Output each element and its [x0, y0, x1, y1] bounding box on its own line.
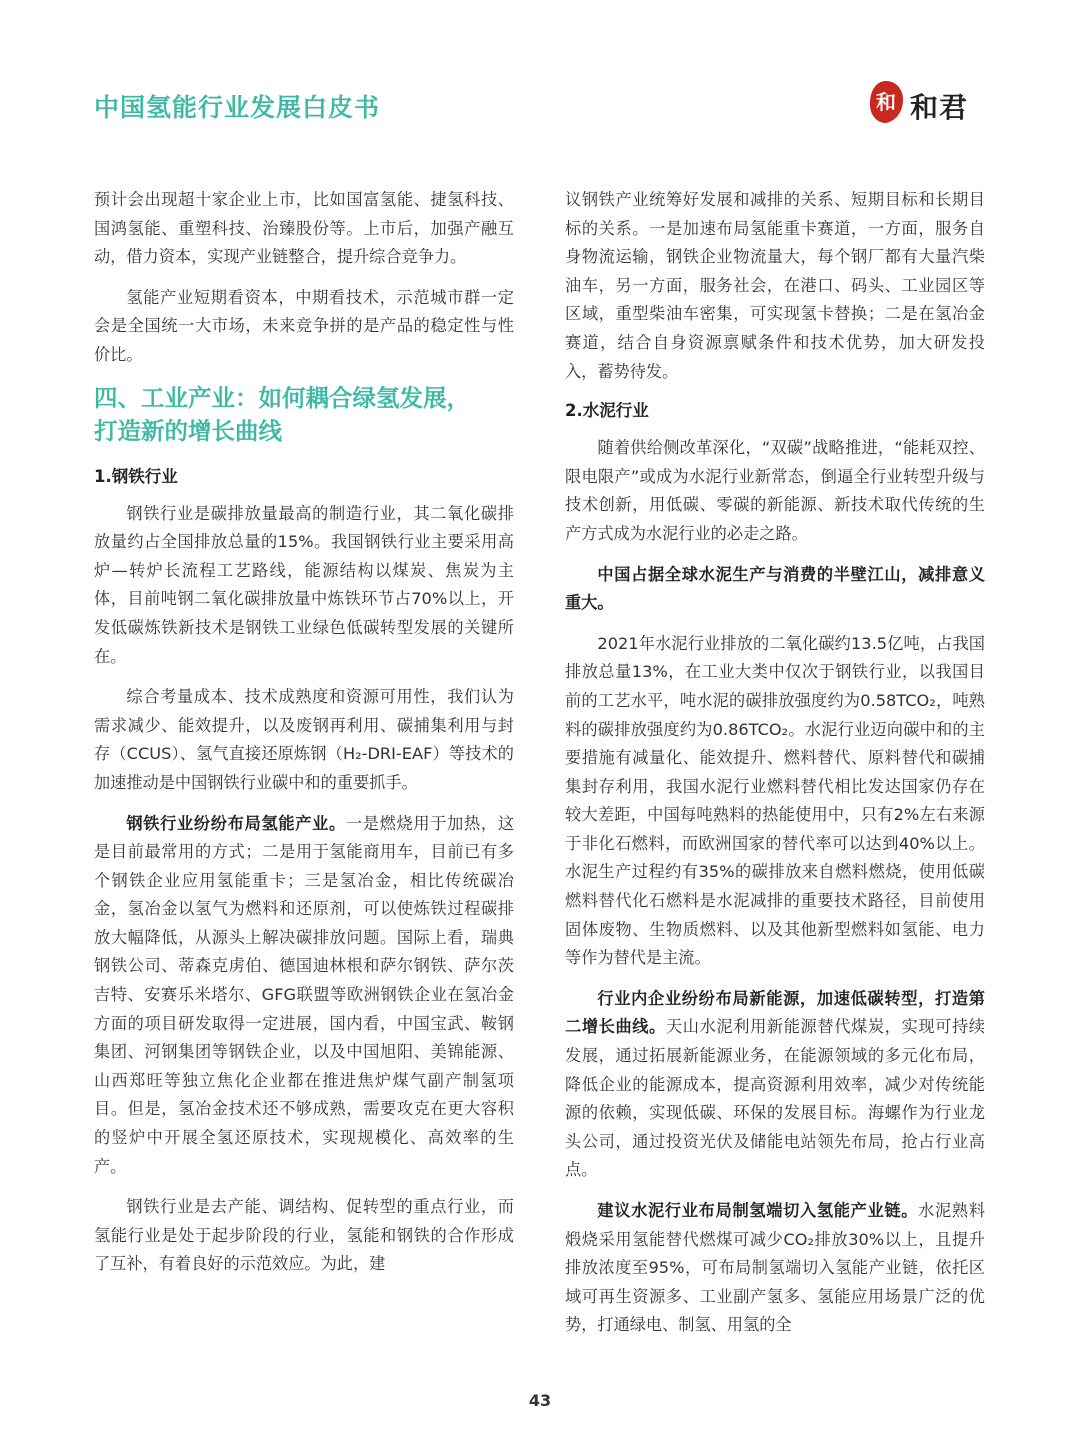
paragraph: 氢能产业短期看资本，中期看技术，示范城市群一定会是全国统一大市场，未来竞争拼的是产品的稳定性与性价比。	[94, 287, 514, 364]
brand-logo	[866, 78, 996, 134]
paragraph-body: 天山水泥利用新能源替代煤炭，实现可持续发展，通过拓展新能源业务，在能源领域的多元化布局，降低企业的能源成本，提高资源利用效率，减少对传统能源的依赖，实现低碳、环保的发展目标。海螺作为行业龙头公司，通过投资光伏及储能电站领先布局，抢占行业高点。	[565, 1017, 985, 1180]
subheading-cement: 2.水泥行业	[565, 401, 649, 421]
paragraph-body: 一是燃烧用于加热，这是目前最常用的方式；二是用于氢能商用车，目前已有多个钢铁企业应用氢能重卡；三是氢冶金，相比传统碳冶金，氢冶金以氢气为燃料和还原剂，可以使炼铁过程碳排放大幅降低，从源头上解决碳排放问题。国际上看，瑞典钢铁公司、蒂森克虏伯、德国迪林根和萨尔钢铁、萨尔茨吉特、安赛乐米塔尔、GFG联盟等欧洲钢铁企业在氢冶金方面的项目研发取得一定进展，国内看，中国宝武、鞍钢集团、河钢集团等钢铁企业，以及中国旭阳、美锦能源、山西郑旺等独立焦化企业都在推进焦炉煤气副产制氢项目。但是，氢冶金技术还不够成熟，需要攻克在更大容积的竖炉中开展全氢还原技术，实现规模化、高效率的生产。	[94, 813, 515, 1176]
svg-text:和: 和	[876, 90, 896, 114]
seal-icon	[866, 78, 906, 126]
paragraph-lead: 钢铁行业纷纷布局氢能产业。	[126, 813, 346, 833]
paragraph	[565, 985, 985, 1185]
paragraph-lead: 建议水泥行业布局制氢端切入氢能产业链。	[597, 1201, 919, 1220]
paragraph: 钢铁行业是碳排放量最高的制造行业，其二氧化碳排放量约占全国排放总量的15%。我国钢铁行业主要采用高炉—转炉长流程工艺路线，能源结构以煤炭、焦炭为主体，目前吨钢二氧化碳排放量中炼铁环节占70%以上，开发低碳炼铁新技术是钢铁工业绿色低碳转型发展的关键所在。	[94, 503, 514, 666]
page-number: 43	[528, 1391, 552, 1410]
paragraph: 随着供给侧改革深化，“双碳”战略推进，“能耗双控、限电限产”或成为水泥行业新常态，倒逼全行业转型升级与技术创新，用低碳、零碳的新能源、新技术取代传统的生产方式成为水泥行业的必走之路。	[565, 438, 985, 543]
paragraph-bold: 中国占据全球水泥生产与消费的半壁江山，减排意义重大。	[565, 564, 985, 613]
paragraph-body: 水泥熟料煅烧采用氢能替代燃煤可减少CO₂排放30%以上，且提升排放浓度至95%，可布局制氢端切入氢能产业链，依托区域可再生资源多、工业副产氢多、氢能应用场景广泛的优势，打通绿电、制氢、用氢的全	[565, 1201, 986, 1335]
paragraph: 2021年水泥行业排放的二氧化碳约13.5亿吨，占我国排放总量13%，在工业大类中仅次于钢铁行业，以我国目前的工艺水平，吨水泥的碳排放强度约为0.58TCO₂，吨熟料的碳排放强度约为0.86TCO₂。水泥行业迈向碳中和的主要措施有减量化、能效提升、燃料替代、原料替代和碳捕集封存利用，我国水泥行业燃料替代相比发达国家仍存在较大差距，中国每吨熟料的热能使用中，只有2%左右来源于非化石燃料，而欧洲国家的替代率可以达到40%以上。水泥生产过程约有35%的碳排放来自燃料燃烧，使用低碳燃料替代化石燃料是水泥减排的重要技术路径，目前使用固体废物、生物质燃料、以及其他新型燃料如氢能、电力等作为替代是主流。	[565, 633, 985, 968]
right-column	[565, 186, 985, 1352]
paragraph: 综合考量成本、技术成熟度和资源可用性，我们认为需求减少、能效提升，以及废钢再利用、碳捕集利用与封存（CCUS）、氢气直接还原炼钢（H₂-DRI-EAF）等技术的加速推动是中国钢铁行业碳中和的重要抓手。	[94, 687, 514, 792]
paragraph-lead: 行业内企业纷纷布局新能源，加速低碳转型，打造第二增长曲线。	[565, 988, 985, 1037]
paragraph	[94, 810, 514, 1182]
brand-name: 和君	[910, 91, 969, 124]
section-heading-line: 打造新的增长曲线	[94, 416, 282, 445]
paragraph	[565, 1197, 985, 1340]
section-heading-line: 四、工业产业：如何耦合绿氢发展，	[94, 383, 470, 412]
document-title: 中国氢能行业发展白皮书	[94, 93, 381, 122]
paragraph: 钢铁行业是去产能、调结构、促转型的重点行业，而氢能行业是处于起步阶段的行业，氢能和钢铁的合作形成了互补，有着良好的示范效应。为此，建	[94, 1197, 514, 1274]
paragraph: 预计会出现超十家企业上市，比如国富氢能、捷氢科技、国鸿氢能、重塑科技、治臻股份等。上市后，加强产融互动，借力资本，实现产业链整合，提升综合竞争力。	[94, 190, 514, 267]
section-heading	[94, 382, 514, 448]
paragraph: 议钢铁产业统筹好发展和减排的关系、短期目标和长期目标的关系。一是加速布局氢能重卡赛道，一方面，服务自身物流运输，钢铁企业物流量大，每个钢厂都有大量汽柴油车，另一方面，服务社会，在港口、码头、工业园区等区域，重型柴油车密集，可实现氢卡替换；二是在氢冶金赛道，结合自身资源禀赋条件和技术优势，加大研发投入，蓄势待发。	[565, 190, 985, 381]
left-column	[94, 186, 514, 1291]
subheading-steel: 1.钢铁行业	[94, 466, 178, 486]
